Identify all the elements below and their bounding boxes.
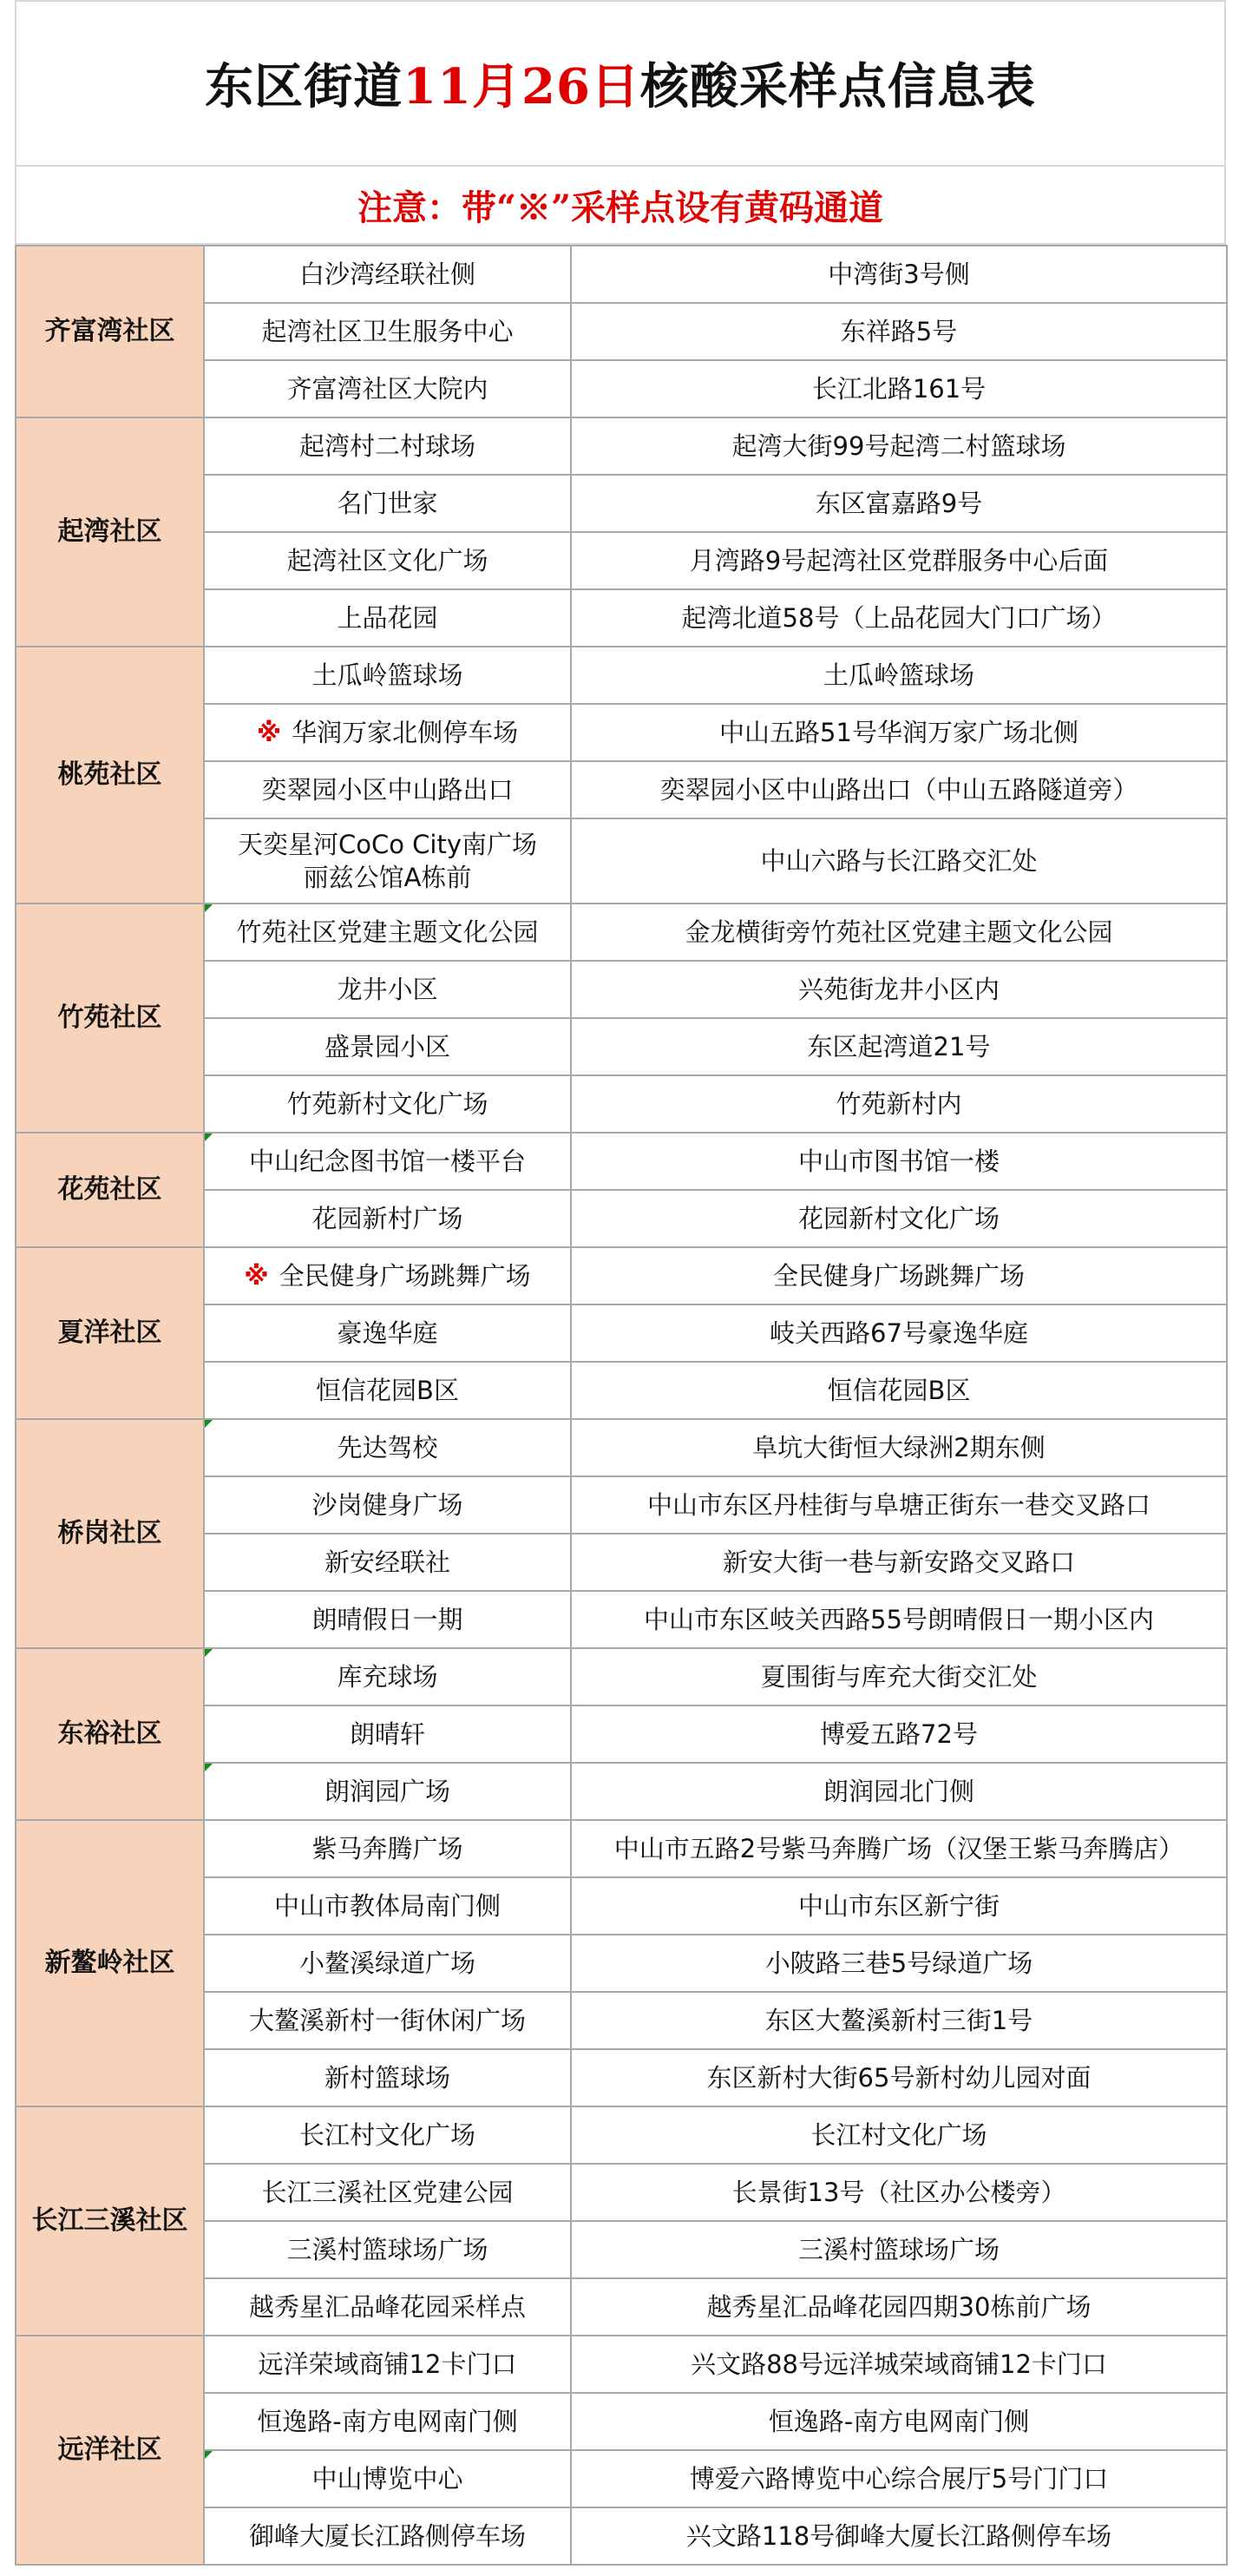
site-address-cell: 起湾大街99号起湾二村篮球场: [571, 417, 1227, 475]
site-name: 长江三溪社区党建公园: [261, 2178, 514, 2207]
site-name: 土瓜岭篮球场: [311, 660, 463, 690]
site-name: 齐富湾社区大院内: [286, 374, 488, 404]
site-name: 起湾社区卫生服务中心: [261, 317, 514, 346]
site-address-cell: 东区起湾道21号: [571, 1018, 1227, 1075]
community-cell: 夏洋社区: [16, 1247, 204, 1419]
site-name: 新安经联社: [324, 1548, 450, 1577]
site-name-cell: [204, 2164, 571, 2221]
site-name-cell: [204, 1133, 571, 1190]
site-name: 远洋荣域商铺12卡门口: [258, 2349, 517, 2379]
site-address-cell: 中山市图书馆一楼: [571, 1133, 1227, 1190]
site-name: 小鳌溪绿道广场: [298, 1948, 475, 1978]
site-name-cell: [204, 475, 571, 532]
site-name: 库充球场: [337, 1662, 438, 1692]
site-address-cell: 恒逸路-南方电网南门侧: [571, 2393, 1227, 2450]
page-title: [205, 49, 1036, 118]
site-name: 朗润园广场: [324, 1777, 450, 1806]
site-address-cell: 全民健身广场跳舞广场: [571, 1247, 1227, 1304]
site-name-cell: [204, 647, 571, 704]
site-address-cell: 东区富嘉路9号: [571, 475, 1227, 532]
site-address-cell: 中湾街3号侧: [571, 246, 1227, 303]
site-address-cell: 土瓜岭篮球场: [571, 647, 1227, 704]
site-name: 恒逸路-南方电网南门侧: [257, 2407, 518, 2436]
site-name-cell: [204, 2507, 571, 2565]
site-name: 恒信花园B区: [316, 1376, 459, 1405]
site-name: 中山市教体局南门侧: [273, 1891, 501, 1921]
table-row: [16, 904, 1227, 961]
site-name: 豪逸华庭: [337, 1318, 438, 1348]
site-name: 越秀星汇品峰花园采样点: [248, 2292, 526, 2322]
site-name-cell: [204, 818, 571, 904]
community-cell: 东裕社区: [16, 1648, 204, 1820]
site-name-cell: [204, 417, 571, 475]
site-name: 竹苑新村文化广场: [286, 1089, 488, 1119]
sites-table: [15, 245, 1228, 2566]
table-row: [16, 1648, 1227, 1705]
site-address-cell: 新安大街一巷与新安路交叉路口: [571, 1534, 1227, 1591]
site-name: 朗晴假日一期: [311, 1605, 463, 1634]
site-name-cell: [204, 704, 571, 761]
site-name: 龙井小区: [337, 975, 438, 1004]
site-address-cell: 博爱五路72号: [571, 1705, 1227, 1763]
site-name-cell: [204, 1075, 571, 1133]
site-name-cell: [204, 761, 571, 818]
site-address-cell: 长江村文化广场: [571, 2106, 1227, 2164]
site-name-cell: [204, 1190, 571, 1247]
site-address-cell: 越秀星汇品峰花园四期30栋前广场: [571, 2278, 1227, 2336]
site-address-cell: 三溪村篮球场广场: [571, 2221, 1227, 2278]
site-address-cell: 朗润园北门侧: [571, 1763, 1227, 1820]
site-name-cell: [204, 246, 571, 303]
site-name-cell: [204, 1018, 571, 1075]
site-address-cell: 中山六路与长江路交汇处: [571, 818, 1227, 904]
site-name-cell: [204, 589, 571, 647]
site-name: 起湾村二村球场: [298, 431, 475, 461]
site-name: 长江村文化广场: [298, 2120, 475, 2150]
site-address-cell: 兴苑街龙井小区内: [571, 961, 1227, 1018]
site-address-cell: 兴文路88号远洋城荣域商铺12卡门口: [571, 2336, 1227, 2393]
title-date: 11月26日: [403, 58, 640, 115]
site-address-cell: 中山市东区新宁街: [571, 1877, 1227, 1935]
site-name-cell: [204, 532, 571, 589]
site-name-cell: [204, 1763, 571, 1820]
site-name: 紫马奔腾广场: [311, 1834, 463, 1863]
site-name: 新村篮球场: [324, 2063, 450, 2093]
site-address-cell: 东区大鳌溪新村三街1号: [571, 1992, 1227, 2049]
site-address-cell: 奕翠园小区中山路出口（中山五路隧道旁）: [571, 761, 1227, 818]
site-address-cell: 中山市东区岐关西路55号朗晴假日一期小区内: [571, 1591, 1227, 1648]
site-name-cell: [204, 904, 571, 961]
site-name-cell: [204, 1476, 571, 1534]
site-address-cell: 中山市东区丹桂街与阜塘正街东一巷交叉路口: [571, 1476, 1227, 1534]
site-address-cell: 金龙横街旁竹苑社区党建主题文化公园: [571, 904, 1227, 961]
site-address-cell: 博爱六路博览中心综合展厅5号门门口: [571, 2450, 1227, 2507]
table-row: [16, 1247, 1227, 1304]
site-name-cell: [204, 1877, 571, 1935]
site-name-cell: [204, 2336, 571, 2393]
site-address-cell: 恒信花园B区: [571, 1362, 1227, 1419]
site-name: 上品花园: [337, 603, 438, 633]
site-name: 名门世家: [337, 489, 438, 518]
title-box: [15, 0, 1226, 165]
site-name: 全民健身广场跳舞广场: [279, 1261, 531, 1291]
site-name-cell: [204, 1648, 571, 1705]
site-name: 中山纪念图书馆一楼平台: [248, 1147, 526, 1176]
site-address-cell: 中山五路51号华润万家广场北侧: [571, 704, 1227, 761]
table-row: [16, 417, 1227, 475]
table-row: [16, 246, 1227, 303]
site-name-cell: [204, 2221, 571, 2278]
site-name-cell: [204, 1820, 571, 1877]
site-name: 花园新村广场: [311, 1204, 463, 1233]
site-address-cell: 小陂路三巷5号绿道广场: [571, 1935, 1227, 1992]
site-name-cell: [204, 1992, 571, 2049]
site-name-cell: [204, 2106, 571, 2164]
site-name: 竹苑社区党建主题文化公园: [236, 917, 539, 947]
site-address-cell: 岐关西路67号豪逸华庭: [571, 1304, 1227, 1362]
site-address-cell: 兴文路118号御峰大厦长江路侧停车场: [571, 2507, 1227, 2565]
site-address-cell: 长江北路161号: [571, 360, 1227, 417]
site-name-cell: [204, 1362, 571, 1419]
site-name-cell: [204, 2393, 571, 2450]
site-name: 大鳌溪新村一街休闲广场: [248, 2006, 526, 2035]
site-name-cell: [204, 1304, 571, 1362]
notice-text: 注意：带“※”采样点设有黄码通道: [357, 187, 883, 228]
site-name-cell: [204, 1534, 571, 1591]
community-cell: 远洋社区: [16, 2336, 204, 2565]
site-address-cell: 竹苑新村内: [571, 1075, 1227, 1133]
site-name-cell: [204, 1591, 571, 1648]
site-name: 中山博览中心: [311, 2464, 463, 2494]
site-name-cell: [204, 961, 571, 1018]
community-cell: 起湾社区: [16, 417, 204, 647]
site-name: 朗晴轩: [349, 1719, 425, 1749]
site-name-cell: [204, 1705, 571, 1763]
site-address-cell: 中山市五路2号紫马奔腾广场（汉堡王紫马奔腾店）: [571, 1820, 1227, 1877]
yellow-code-mark-icon: ※: [256, 718, 282, 747]
site-name: 华润万家北侧停车场: [292, 718, 519, 747]
community-cell: 竹苑社区: [16, 904, 204, 1133]
site-name-cell: [204, 2049, 571, 2106]
title-prefix: 东区街道: [205, 58, 403, 115]
site-address-cell: 月湾路9号起湾社区党群服务中心后面: [571, 532, 1227, 589]
table-row: [16, 2336, 1227, 2393]
site-name: 奕翠园小区中山路出口: [261, 775, 514, 805]
site-name-cell: [204, 1247, 571, 1304]
site-address-cell: 东祥路5号: [571, 303, 1227, 360]
site-address-cell: 阜坑大街恒大绿洲2期东侧: [571, 1419, 1227, 1476]
site-name: 起湾社区文化广场: [286, 546, 488, 575]
site-name: 盛景园小区: [324, 1032, 450, 1061]
site-name: 天奕星河CoCo City南广场 丽兹公馆A栋前: [237, 830, 538, 892]
site-name-cell: [204, 1419, 571, 1476]
site-name-cell: [204, 2278, 571, 2336]
table-row: [16, 2106, 1227, 2164]
site-name-cell: [204, 1935, 571, 1992]
site-address-cell: 东区新村大街65号新村幼儿园对面: [571, 2049, 1227, 2106]
table-row: [16, 1419, 1227, 1476]
site-name: 三溪村篮球场广场: [286, 2235, 488, 2264]
community-cell: 花苑社区: [16, 1133, 204, 1247]
community-cell: 齐富湾社区: [16, 246, 204, 417]
site-address-cell: 长景街13号（社区办公楼旁）: [571, 2164, 1227, 2221]
table-row: [16, 647, 1227, 704]
community-cell: 桥岗社区: [16, 1419, 204, 1648]
community-cell: 新鳌岭社区: [16, 1820, 204, 2106]
site-name: 沙岗健身广场: [311, 1490, 463, 1520]
site-address-cell: 夏围街与库充大街交汇处: [571, 1648, 1227, 1705]
site-name-cell: [204, 2450, 571, 2507]
sheet: [15, 0, 1226, 2566]
site-name-cell: [204, 360, 571, 417]
site-address-cell: 花园新村文化广场: [571, 1190, 1227, 1247]
site-name: 白沙湾经联社侧: [298, 260, 475, 289]
yellow-code-mark-icon: ※: [244, 1261, 269, 1291]
site-name: 御峰大厦长江路侧停车场: [248, 2521, 526, 2551]
table-row: [16, 1820, 1227, 1877]
community-cell: 桃苑社区: [16, 647, 204, 904]
title-suffix: 核酸采样点信息表: [639, 58, 1036, 115]
site-name: 先达驾校: [337, 1433, 438, 1462]
notice-box: [15, 165, 1226, 245]
community-cell: 长江三溪社区: [16, 2106, 204, 2336]
site-name-cell: [204, 303, 571, 360]
site-address-cell: 起湾北道58号（上品花园大门口广场）: [571, 589, 1227, 647]
table-row: [16, 1133, 1227, 1190]
